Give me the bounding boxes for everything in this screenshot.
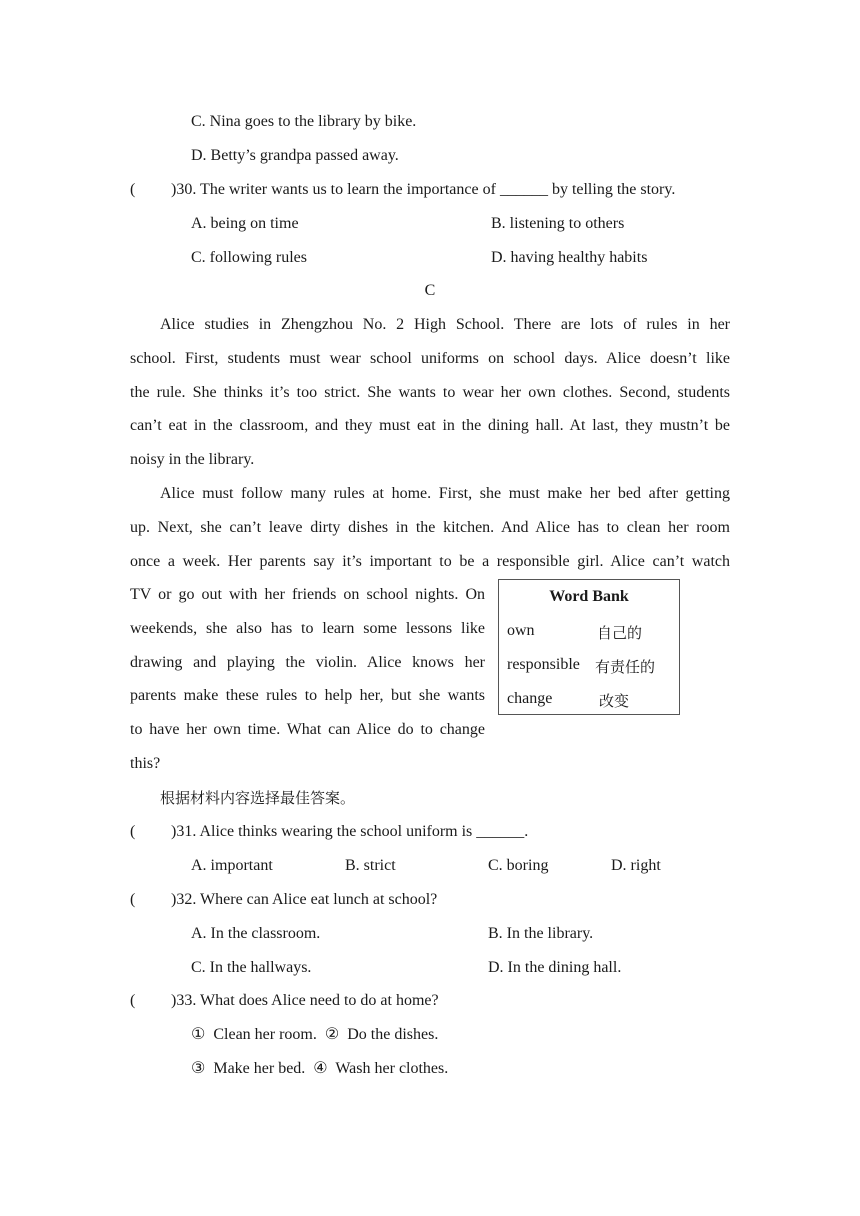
passage-line: drawing and playing the violin. Alice knows her	[130, 653, 485, 671]
instruction-text: 根据材料内容选择最佳答案。	[160, 789, 356, 807]
q32-option-c: C. In the hallways.	[191, 959, 312, 976]
word-bank-title: Word Bank	[549, 588, 629, 605]
passage-line: Alice must follow many rules at home. First, she must make her bed after getting	[160, 485, 730, 502]
q33-stem: )33. What does Alice need to do at home?	[171, 992, 439, 1009]
word-bank-cn: 有责任的	[595, 658, 656, 676]
q29-option-c: C. Nina goes to the library by bike.	[191, 113, 417, 130]
passage-line: the rule. She thinks it’s too strict. She wants to wear her own clothes. Second, students	[130, 383, 730, 401]
word-bank-en: responsible	[507, 656, 580, 673]
passage-line: this?	[130, 754, 161, 772]
passage-line: Alice studies in Zhengzhou No. 2 High School. There are lots of rules in her	[160, 316, 730, 333]
q31-answer-paren: (	[130, 823, 136, 840]
word-bank-box	[498, 579, 680, 715]
passage-line: to have her own time. What can Alice do to change	[130, 721, 485, 739]
word-bank-en: change	[507, 690, 553, 707]
q32-option-a: A. In the classroom.	[191, 925, 321, 942]
passage-line: parents make these rules to help her, but she wants	[130, 687, 485, 705]
q30-option-b: B. listening to others	[491, 215, 625, 232]
q31-option-c: C. boring	[488, 857, 549, 874]
q30-stem: )30. The writer wants us to learn the importance of ______ by telling the story.	[171, 181, 676, 198]
q32-option-b: B. In the library.	[488, 925, 594, 942]
passage-line: up. Next, she can’t leave dirty dishes in the kitchen. And Alice has to clean her room	[130, 518, 730, 536]
q30-option-c: C. following rules	[191, 249, 307, 266]
word-bank-en: own	[507, 622, 535, 639]
word-bank-cn: 自己的	[597, 624, 643, 642]
q29-option-d: D. Betty’s grandpa passed away.	[191, 147, 399, 164]
q31-stem: )31. Alice thinks wearing the school uniform is ______.	[171, 823, 529, 840]
q31-option-b: B. strict	[345, 857, 396, 874]
q32-answer-paren: (	[130, 891, 136, 908]
passage-line: once a week. Her parents say it’s important to be a responsible girl. Alice can’t watch	[130, 552, 730, 570]
passage-paragraph-2	[130, 477, 730, 578]
passage-line: noisy in the library.	[130, 451, 255, 469]
q30-option-d: D. having healthy habits	[491, 249, 648, 266]
q32-stem: )32. Where can Alice eat lunch at school?	[171, 891, 438, 908]
q31-option-a: A. important	[191, 857, 273, 874]
passage-paragraph-1	[130, 308, 730, 477]
q30-answer-paren: (	[130, 181, 136, 198]
q33-answer-paren: (	[130, 992, 136, 1009]
section-heading: C	[424, 282, 436, 299]
q33-items-line-2: ③ Make her bed. ④ Wash her clothes.	[191, 1060, 449, 1077]
word-bank-cn: 改变	[599, 692, 630, 710]
q31-option-d: D. right	[611, 857, 661, 874]
q33-items-line-1: ① Clean her room. ② Do the dishes.	[191, 1026, 439, 1043]
passage-line: school. First, students must wear school uniforms on school days. Alice doesn’t like	[130, 349, 730, 367]
q30-option-a: A. being on time	[191, 215, 299, 232]
passage-line: weekends, she also has to learn some lessons like	[130, 619, 485, 637]
q32-option-d: D. In the dining hall.	[488, 959, 622, 976]
passage-line: can’t eat in the classroom, and they must eat in the dining hall. At last, they mustn’t be	[130, 417, 730, 435]
passage-line: TV or go out with her friends on school nights. On	[130, 586, 485, 603]
